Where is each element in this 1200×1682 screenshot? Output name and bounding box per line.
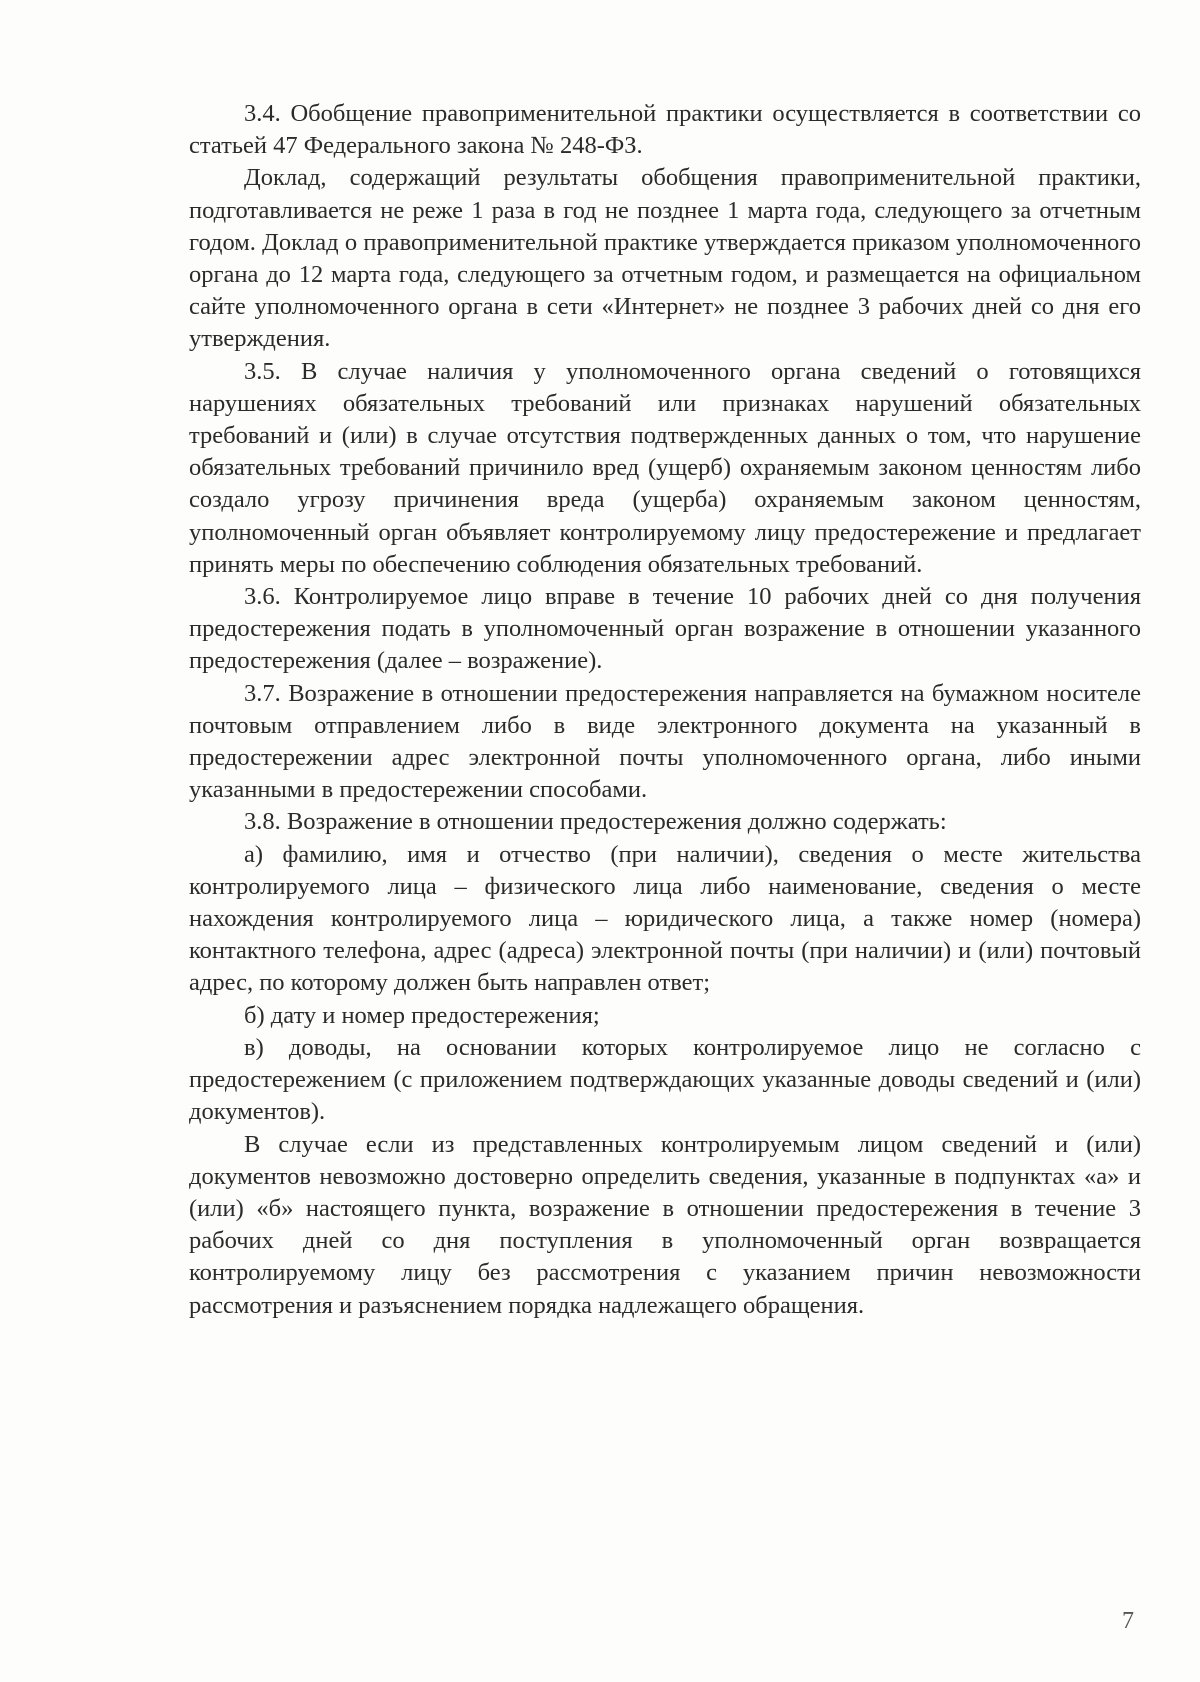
- paragraph-3-4: 3.4. Обобщение правоприменительной практики осуществляется в соответствии со статьей 47 Федерального закона № 248-ФЗ.: [189, 100, 1141, 160]
- list-item-v: в) доводы, на основании которых контролируемое лицо не согласно с предостережением (с приложением подтверждающих указанные доводы сведений и (или) документов).: [189, 1033, 1141, 1126]
- page-number: 7: [1122, 1608, 1134, 1634]
- list-item-a: а) фамилию, имя и отчество (при наличии), сведения о месте жительства контролируемого лица – физического лица либо наименование, сведения о месте нахождения контролируемого лица – юридического лица, а также номер (номера) контактного телефона, адрес (адреса) электронной почты (при наличии) и (или) почтовый адрес, по которому должен быть направлен ответ;: [189, 840, 1141, 997]
- paragraph-3-8: 3.8. Возражение в отношении предостережения должно содержать:: [244, 808, 947, 836]
- list-item-b: б) дату и номер предостережения;: [244, 1001, 600, 1029]
- paragraph-return: В случае если из представленных контролируемым лицом сведений и (или) документов невозможно достоверно определить сведения, указанные в подпунктах «а» и (или) «б» настоящего пункта, возражение в отношении предостережения в течение 3 рабочих дней со дня поступления в уполномоченный орган возвращается контролируемому лицу без рассмотрения с указанием причин невозможности рассмотрения и разъяснением порядка надлежащего обращения.: [189, 1130, 1141, 1319]
- paragraph-report: Доклад, содержащий результаты обобщения правоприменительной практики, подготавливается не реже 1 раза в год не позднее 1 марта года, следующего за отчетным годом. Доклад о правоприменительной практике утверждается приказом уполномоченного органа до 12 марта года, следующего за отчетным годом, и размещается на официальном сайте уполномоченного органа в сети «Интернет» не позднее 3 рабочих дней со дня его утверждения.: [189, 164, 1141, 353]
- document-body: [189, 98, 1141, 1322]
- paragraph-3-7: 3.7. Возражение в отношении предостережения направляется на бумажном носителе почтовым отправлением либо в виде электронного документа на указанный в предостережении адрес электронной почты уполномоченного органа, либо иными указанными в предостережении способами.: [189, 679, 1141, 804]
- paragraph-3-6: 3.6. Контролируемое лицо вправе в течение 10 рабочих дней со дня получения предостережения подать в уполномоченный орган возражение в отношении указанного предостережения (далее – возражение).: [189, 583, 1141, 675]
- paragraph-3-5: 3.5. В случае наличия у уполномоченного органа сведений о готовящихся нарушениях обязательных требований или признаках нарушений обязательных требований и (или) в случае отсутствия подтвержденных данных о том, что нарушение обязательных требований причинило вред (ущерб) охраняемым законом ценностям либо создало угрозу причинения вреда (ущерба) охраняемым законом ценностям, уполномоченный орган объявляет контролируемому лицу предостережение и предлагает принять меры по обеспечению соблюдения обязательных требований.: [189, 357, 1141, 578]
